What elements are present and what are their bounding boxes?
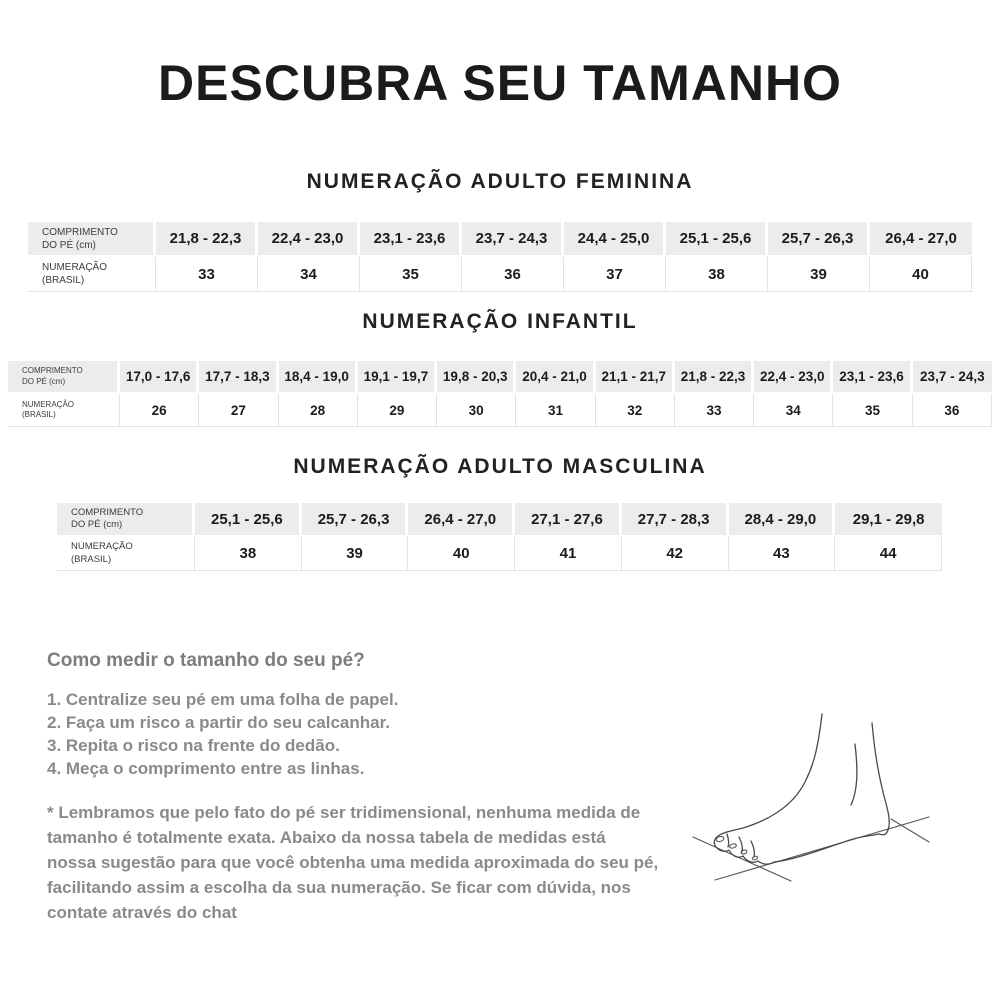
measure-step: 4. Meça o comprimento entre as linhas. [47, 759, 365, 778]
foot-length-cell: 29,1 - 29,8 [835, 503, 942, 537]
shoe-size-cell: 33 [675, 394, 754, 427]
measure-guide-steps [47, 688, 398, 780]
table-row [28, 222, 972, 257]
row-label: NUMERAÇÃO (BRASIL) [57, 537, 195, 571]
heading-adult-male: NUMERAÇÃO ADULTO MASCULINA [293, 455, 707, 478]
table-row [28, 257, 972, 292]
shoe-size-cell: 36 [462, 257, 564, 292]
foot-length-cell: 26,4 - 27,0 [870, 222, 972, 257]
row-label: COMPRIMENTO DO PÉ (cm) [8, 361, 120, 394]
foot-length-cell: 22,4 - 23,0 [258, 222, 360, 257]
size-table-adult-male [57, 503, 942, 571]
foot-length-cell: 19,8 - 20,3 [437, 361, 516, 394]
shoe-size-cell: 32 [596, 394, 675, 427]
shoe-size-cell: 39 [302, 537, 409, 571]
size-table-children [8, 361, 992, 427]
foot-length-cell: 23,7 - 24,3 [913, 361, 992, 394]
table-row [57, 537, 942, 571]
row-label: COMPRIMENTO DO PÉ (cm) [57, 503, 195, 537]
measure-step: 3. Repita o risco na frente do dedão. [47, 736, 340, 755]
foot-length-cell: 21,8 - 22,3 [156, 222, 258, 257]
shoe-size-cell: 34 [754, 394, 833, 427]
shoe-size-cell: 30 [437, 394, 516, 427]
shoe-size-cell: 28 [279, 394, 358, 427]
shoe-size-cell: 35 [360, 257, 462, 292]
foot-length-cell: 26,4 - 27,0 [408, 503, 515, 537]
foot-length-cell: 24,4 - 25,0 [564, 222, 666, 257]
shoe-size-cell: 43 [729, 537, 836, 571]
heading-adult-female: NUMERAÇÃO ADULTO FEMININA [306, 170, 694, 193]
row-label: NUMERAÇÃO (BRASIL) [8, 394, 120, 427]
shoe-size-cell: 41 [515, 537, 622, 571]
foot-length-cell: 23,7 - 24,3 [462, 222, 564, 257]
shoe-size-cell: 26 [120, 394, 199, 427]
foot-length-cell: 28,4 - 29,0 [729, 503, 836, 537]
foot-length-cell: 23,1 - 23,6 [833, 361, 912, 394]
foot-length-cell: 27,1 - 27,6 [515, 503, 622, 537]
foot-length-cell: 23,1 - 23,6 [360, 222, 462, 257]
shoe-size-cell: 34 [258, 257, 360, 292]
foot-length-cell: 17,7 - 18,3 [199, 361, 278, 394]
foot-length-cell: 21,8 - 22,3 [675, 361, 754, 394]
foot-drawing-icon [665, 678, 995, 928]
foot-length-cell: 19,1 - 19,7 [358, 361, 437, 394]
foot-length-cell: 22,4 - 23,0 [754, 361, 833, 394]
foot-length-cell: 17,0 - 17,6 [120, 361, 199, 394]
foot-measurement-illustration [665, 678, 995, 928]
row-label: NUMERAÇÃO (BRASIL) [28, 257, 156, 292]
table-row [57, 503, 942, 537]
measure-guide-note: * Lembramos que pelo fato do pé ser tridimensional, nenhuma medida de tamanho é totalmente exata. Abaixo da nossa tabela de medidas está nossa sugestão para que você obtenha uma medida aproximada do seu pé, facilitando assim a escolha da sua numeração. Se ficar com dúvida, nos contate através do chat [47, 803, 659, 922]
foot-length-cell: 25,7 - 26,3 [302, 503, 409, 537]
foot-length-cell: 25,1 - 25,6 [195, 503, 302, 537]
measure-step: 1. Centralize seu pé em uma folha de papel. [47, 690, 399, 709]
measure-guide-heading: Como medir o tamanho do seu pé? [47, 650, 365, 671]
shoe-size-cell: 33 [156, 257, 258, 292]
shoe-size-cell: 29 [358, 394, 437, 427]
size-table-adult-female [28, 222, 972, 292]
table-row [8, 361, 992, 394]
shoe-size-cell: 38 [195, 537, 302, 571]
shoe-size-cell: 37 [564, 257, 666, 292]
foot-length-cell: 21,1 - 21,7 [596, 361, 675, 394]
table-row [8, 394, 992, 427]
shoe-size-cell: 38 [666, 257, 768, 292]
heading-children: NUMERAÇÃO INFANTIL [362, 310, 638, 333]
shoe-size-cell: 42 [622, 537, 729, 571]
measure-step: 2. Faça um risco a partir do seu calcanhar. [47, 713, 390, 732]
foot-length-cell: 27,7 - 28,3 [622, 503, 729, 537]
foot-length-cell: 18,4 - 19,0 [279, 361, 358, 394]
shoe-size-cell: 39 [768, 257, 870, 292]
shoe-size-cell: 44 [835, 537, 942, 571]
shoe-size-cell: 40 [408, 537, 515, 571]
shoe-size-cell: 36 [913, 394, 992, 427]
shoe-size-cell: 35 [833, 394, 912, 427]
row-label: COMPRIMENTO DO PÉ (cm) [28, 222, 156, 257]
foot-length-cell: 25,7 - 26,3 [768, 222, 870, 257]
page-title: DESCUBRA SEU TAMANHO [158, 55, 842, 111]
shoe-size-cell: 40 [870, 257, 972, 292]
shoe-size-cell: 31 [516, 394, 595, 427]
foot-length-cell: 25,1 - 25,6 [666, 222, 768, 257]
foot-length-cell: 20,4 - 21,0 [516, 361, 595, 394]
shoe-size-cell: 27 [199, 394, 278, 427]
